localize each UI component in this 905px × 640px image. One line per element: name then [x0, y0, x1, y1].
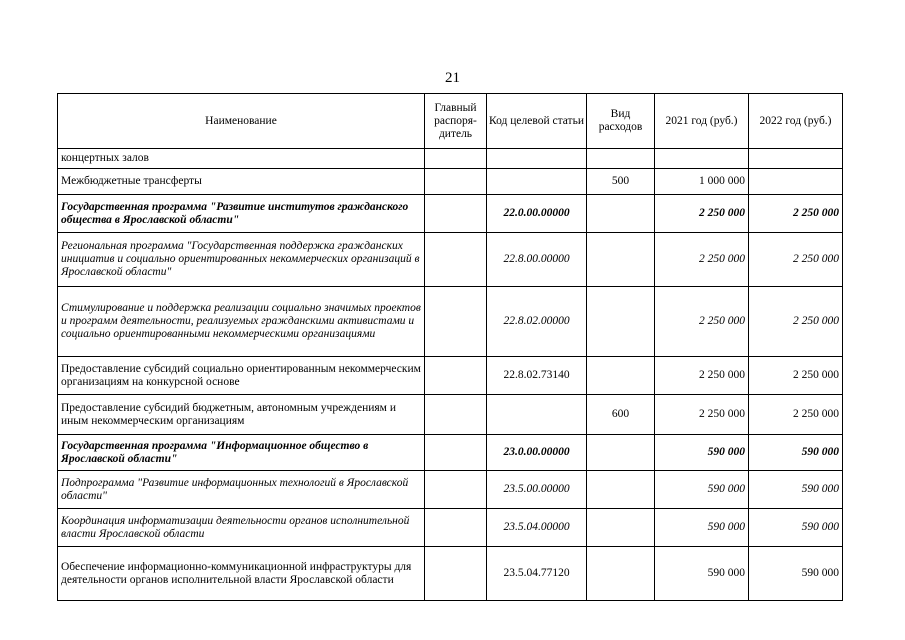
header-2021: 2021 год (руб.) [655, 94, 749, 149]
table-header-row [58, 94, 843, 149]
row-2021: 590 000 [655, 509, 749, 547]
row-name: Региональная программа "Государственная поддержка гражданских инициатив и социально ориентированных некоммерческих организаций в Ярославской области" [58, 233, 425, 287]
row-2021: 2 250 000 [655, 233, 749, 287]
table-row [58, 547, 843, 601]
table-row [58, 287, 843, 357]
table-row [58, 357, 843, 395]
row-admin [425, 395, 487, 435]
page-number: 21 [445, 70, 460, 86]
row-vid [587, 471, 655, 509]
row-vid [587, 547, 655, 601]
row-admin [425, 233, 487, 287]
budget-table [57, 93, 843, 601]
row-name: Координация информатизации деятельности органов исполнительной власти Ярославской области [58, 509, 425, 547]
row-vid: 600 [587, 395, 655, 435]
row-2022: 590 000 [749, 509, 843, 547]
row-code: 22.8.00.00000 [487, 233, 587, 287]
row-name: Межбюджетные трансферты [58, 169, 425, 195]
table-row [58, 233, 843, 287]
row-admin [425, 357, 487, 395]
row-2021: 1 000 000 [655, 169, 749, 195]
row-name: Предоставление субсидий бюджетным, автономным учреждениям и иным некоммерческим организациям [58, 395, 425, 435]
table-row [58, 471, 843, 509]
row-2022: 590 000 [749, 471, 843, 509]
header-2022: 2022 год (руб.) [749, 94, 843, 149]
row-2021: 2 250 000 [655, 357, 749, 395]
row-code: 23.0.00.00000 [487, 435, 587, 471]
table-row [58, 509, 843, 547]
row-admin [425, 195, 487, 233]
row-name: Государственная программа "Развитие институтов гражданского общества в Ярославской области" [58, 195, 425, 233]
row-2022: 590 000 [749, 435, 843, 471]
row-name: Обеспечение информационно-коммуникационной инфраструктуры для деятельности органов исполнительной власти Ярославской области [58, 547, 425, 601]
row-name: Стимулирование и поддержка реализации социально значимых проектов и программ деятельности, реализуемых гражданскими активистами и социально ориентированными некоммерческими организациями [58, 287, 425, 357]
row-2022: 2 250 000 [749, 357, 843, 395]
row-admin [425, 149, 487, 169]
row-admin [425, 509, 487, 547]
row-2022 [749, 169, 843, 195]
table-row [58, 195, 843, 233]
row-2022: 2 250 000 [749, 287, 843, 357]
row-code: 23.5.04.77120 [487, 547, 587, 601]
row-vid [587, 435, 655, 471]
row-2021: 2 250 000 [655, 195, 749, 233]
header-name: Наименование [58, 94, 425, 149]
header-admin: Главный распоря-дитель [425, 94, 487, 149]
table-row [58, 435, 843, 471]
table-row [58, 149, 843, 169]
header-vid: Вид расходов [587, 94, 655, 149]
row-2021: 590 000 [655, 435, 749, 471]
row-2022: 2 250 000 [749, 233, 843, 287]
row-code [487, 395, 587, 435]
row-2021: 2 250 000 [655, 287, 749, 357]
row-2022 [749, 149, 843, 169]
row-name: Предоставление субсидий социально ориентированным некоммерческим организациям на конкурсной основе [58, 357, 425, 395]
row-code: 23.5.00.00000 [487, 471, 587, 509]
row-name: Подпрограмма "Развитие информационных технологий в Ярославской области" [58, 471, 425, 509]
row-vid [587, 509, 655, 547]
row-2021 [655, 149, 749, 169]
row-vid: 500 [587, 169, 655, 195]
row-admin [425, 169, 487, 195]
row-2021: 2 250 000 [655, 395, 749, 435]
row-code [487, 169, 587, 195]
row-name: Государственная программа "Информационное общество в Ярославской области" [58, 435, 425, 471]
row-code [487, 149, 587, 169]
row-vid [587, 195, 655, 233]
row-admin [425, 435, 487, 471]
row-code: 22.8.02.73140 [487, 357, 587, 395]
row-code: 22.0.00.00000 [487, 195, 587, 233]
row-vid [587, 357, 655, 395]
table-row [58, 169, 843, 195]
row-name: концертных залов [58, 149, 425, 169]
row-code: 23.5.04.00000 [487, 509, 587, 547]
row-2021: 590 000 [655, 471, 749, 509]
row-admin [425, 287, 487, 357]
row-2022: 2 250 000 [749, 195, 843, 233]
row-vid [587, 233, 655, 287]
row-admin [425, 547, 487, 601]
row-2021: 590 000 [655, 547, 749, 601]
row-code: 22.8.02.00000 [487, 287, 587, 357]
row-2022: 2 250 000 [749, 395, 843, 435]
row-2022: 590 000 [749, 547, 843, 601]
table-row [58, 395, 843, 435]
row-vid [587, 287, 655, 357]
row-admin [425, 471, 487, 509]
header-code: Код целевой статьи [487, 94, 587, 149]
row-vid [587, 149, 655, 169]
